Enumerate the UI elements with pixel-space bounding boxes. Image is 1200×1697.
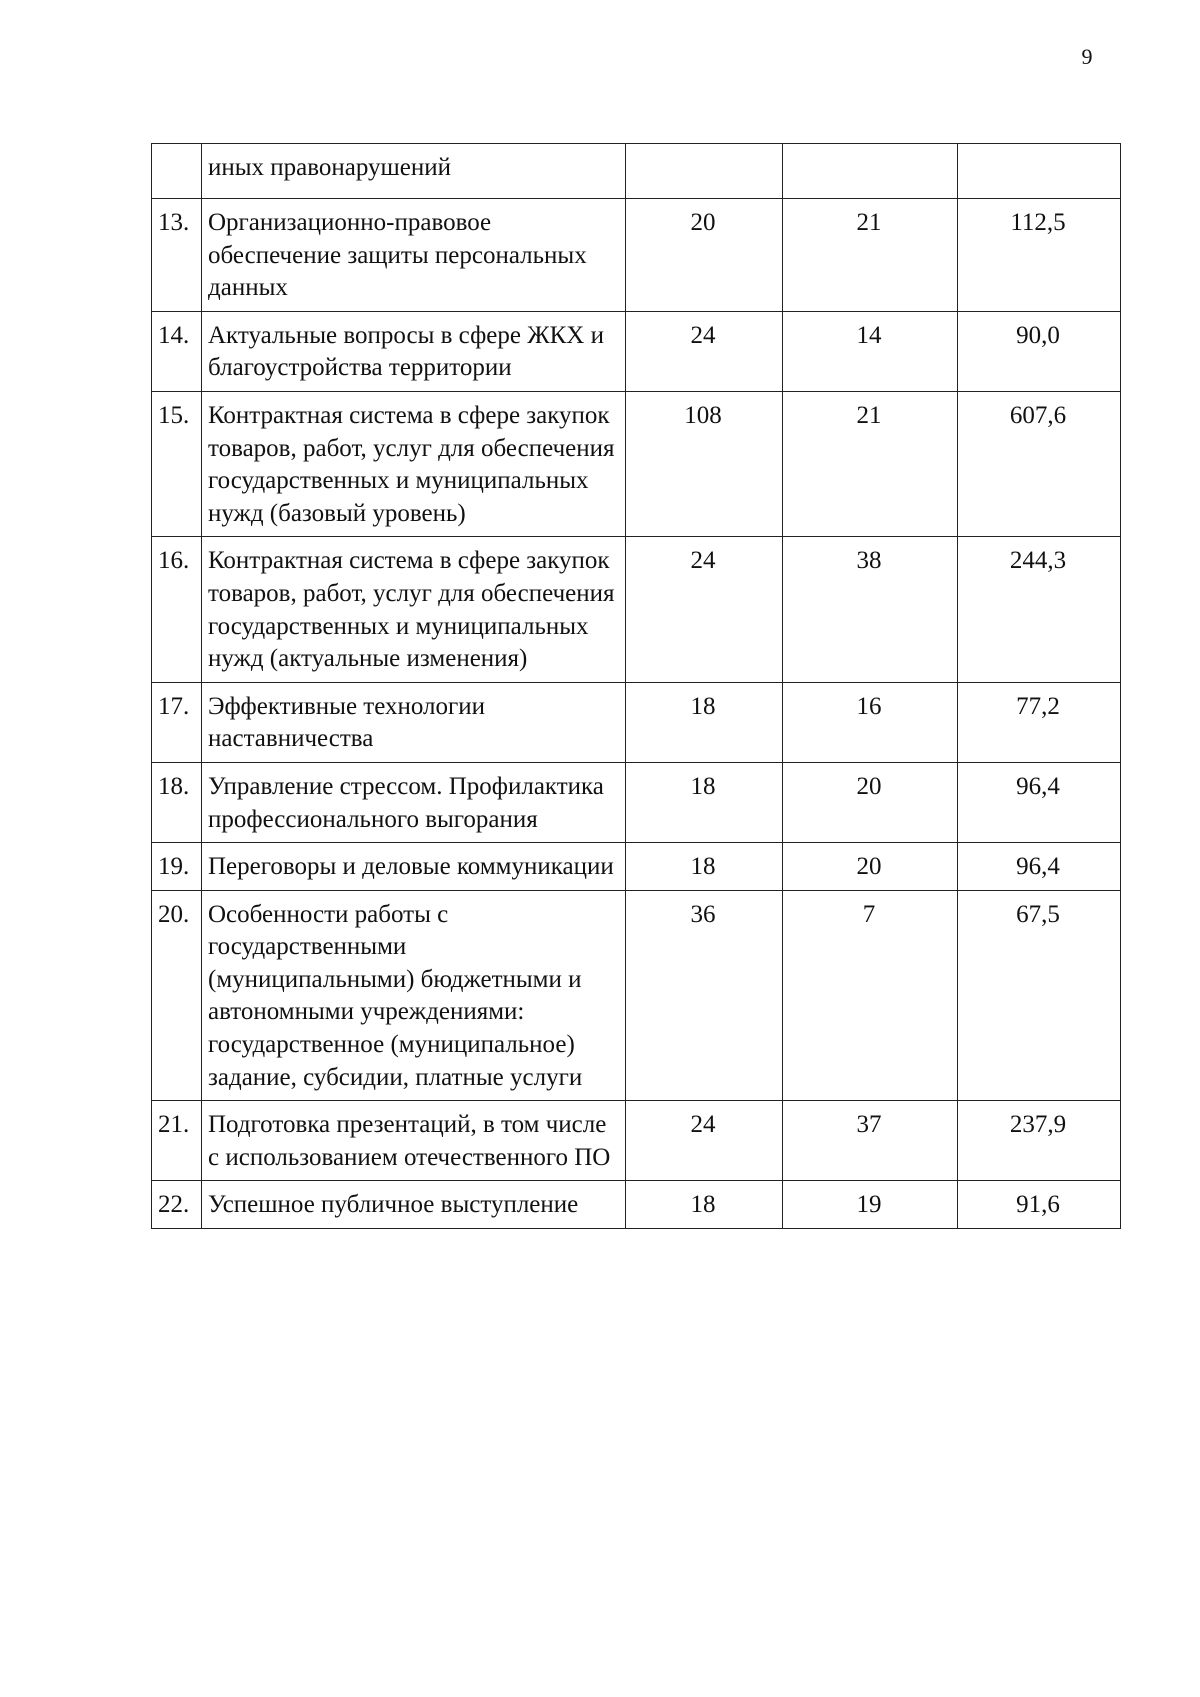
table-row [152, 391, 1121, 536]
value-col-1: 108 [626, 391, 783, 536]
row-number: 20. [152, 890, 202, 1101]
program-name: Управление стрессом. Профилактика профессионального выгорания [202, 762, 626, 842]
program-name: Организационно-правовое обеспечение защиты персональных данных [202, 199, 626, 312]
value-col-3: 90,0 [958, 311, 1121, 391]
value-col-1: 24 [626, 537, 783, 682]
value-col-2: 21 [783, 199, 958, 312]
value-col-1: 18 [626, 1181, 783, 1229]
program-name: Подготовка презентаций, в том числе с использованием отечественного ПО [202, 1101, 626, 1181]
program-name: Переговоры и деловые коммуникации [202, 843, 626, 891]
value-col-2 [783, 144, 958, 199]
table-row [152, 537, 1121, 682]
row-number: 16. [152, 537, 202, 682]
program-name: Эффективные технологии наставничества [202, 682, 626, 762]
value-col-2: 38 [783, 537, 958, 682]
table-row [152, 144, 1121, 199]
value-col-3: 112,5 [958, 199, 1121, 312]
program-name: Актуальные вопросы в сфере ЖКХ и благоустройства территории [202, 311, 626, 391]
program-name: иных правонарушений [202, 144, 626, 199]
value-col-3: 77,2 [958, 682, 1121, 762]
program-name: Особенности работы с государственными (муниципальными) бюджетными и автономными учреждениями: государственное (муниципальное) задание, субсидии, платные услуги [202, 890, 626, 1101]
row-number: 14. [152, 311, 202, 391]
table-row [152, 311, 1121, 391]
value-col-3: 91,6 [958, 1181, 1121, 1229]
value-col-3: 607,6 [958, 391, 1121, 536]
value-col-3: 244,3 [958, 537, 1121, 682]
value-col-2: 16 [783, 682, 958, 762]
row-number: 15. [152, 391, 202, 536]
value-col-1: 24 [626, 1101, 783, 1181]
row-number [152, 144, 202, 199]
value-col-1: 18 [626, 682, 783, 762]
value-col-3: 96,4 [958, 762, 1121, 842]
table-row [152, 843, 1121, 891]
row-number: 13. [152, 199, 202, 312]
program-name: Успешное публичное выступление [202, 1181, 626, 1229]
value-col-3 [958, 144, 1121, 199]
value-col-3: 96,4 [958, 843, 1121, 891]
value-col-1: 24 [626, 311, 783, 391]
value-col-2: 14 [783, 311, 958, 391]
page-number: 9 [1081, 44, 1093, 69]
table-row [152, 199, 1121, 312]
value-col-2: 19 [783, 1181, 958, 1229]
value-col-1: 18 [626, 762, 783, 842]
table-row [152, 682, 1121, 762]
program-name: Контрактная система в сфере закупок товаров, работ, услуг для обеспечения государственных и муниципальных нужд (актуальные изменения) [202, 537, 626, 682]
value-col-3: 237,9 [958, 1101, 1121, 1181]
row-number: 17. [152, 682, 202, 762]
row-number: 21. [152, 1101, 202, 1181]
table-row [152, 1101, 1121, 1181]
programs-table [151, 143, 1121, 1229]
value-col-1: 20 [626, 199, 783, 312]
row-number: 18. [152, 762, 202, 842]
value-col-1: 36 [626, 890, 783, 1101]
value-col-3: 67,5 [958, 890, 1121, 1101]
program-name: Контрактная система в сфере закупок товаров, работ, услуг для обеспечения государственных и муниципальных нужд (базовый уровень) [202, 391, 626, 536]
value-col-2: 37 [783, 1101, 958, 1181]
value-col-1 [626, 144, 783, 199]
value-col-2: 20 [783, 843, 958, 891]
table-row [152, 1181, 1121, 1229]
table-row [152, 762, 1121, 842]
value-col-1: 18 [626, 843, 783, 891]
row-number: 22. [152, 1181, 202, 1229]
row-number: 19. [152, 843, 202, 891]
table-row [152, 890, 1121, 1101]
value-col-2: 7 [783, 890, 958, 1101]
value-col-2: 21 [783, 391, 958, 536]
value-col-2: 20 [783, 762, 958, 842]
